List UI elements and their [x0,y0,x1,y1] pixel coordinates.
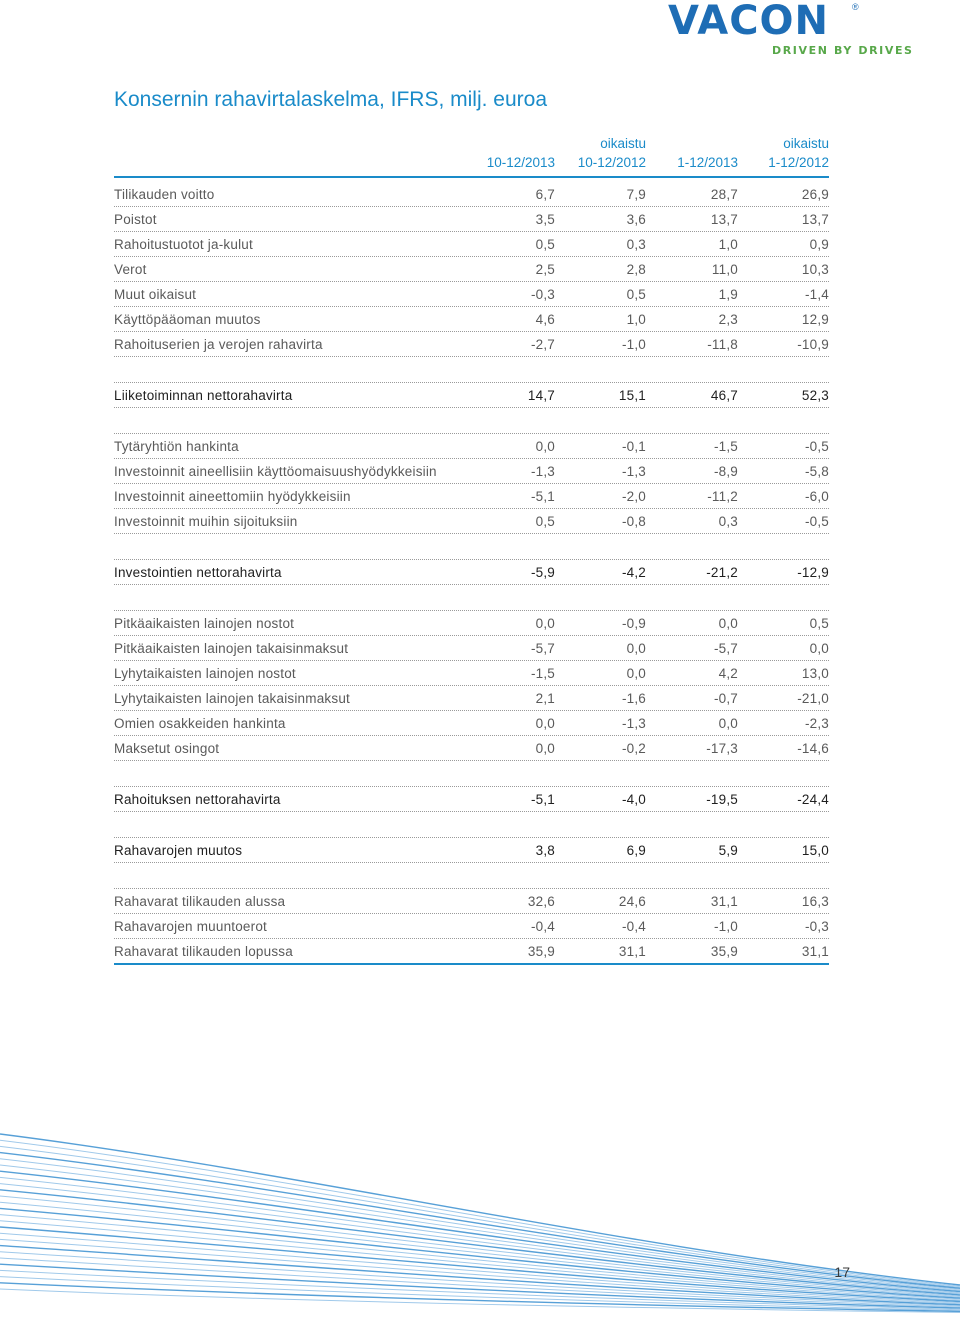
cell-value: 2,8 [626,262,646,277]
cell-value: -1,5 [713,439,738,454]
cell-value: 4,6 [535,312,555,327]
cell-value: -0,4 [621,919,646,934]
table-row [114,611,829,636]
cell-value: -0,3 [804,919,829,934]
column-header-1 [455,134,555,172]
column-header-4 [729,134,829,172]
row-label: Lyhytaikaisten lainojen takaisinmaksut [114,691,350,706]
subtotal-row [114,787,829,812]
cell-value: 28,7 [710,187,738,202]
cell-value: 2,3 [718,312,738,327]
column-period: 10-12/2012 [577,155,646,170]
cell-value: -1,4 [804,287,829,302]
cell-value: 3,5 [535,212,555,227]
cell-value: -0,1 [621,439,646,454]
row-label: Liiketoiminnan nettorahavirta [114,388,293,403]
cell-value: 3,6 [626,212,646,227]
cell-value: -5,1 [530,792,555,807]
cell-value: -0,2 [621,741,646,756]
column-period: 10-12/2013 [486,155,555,170]
row-label: Verot [114,262,147,277]
cell-value: 0,5 [535,237,555,252]
row-label: Maksetut osingot [114,741,220,756]
cell-value: 46,7 [710,388,738,403]
table-row [114,889,829,914]
row-label: Muut oikaisut [114,287,197,302]
spacer-row [114,585,829,611]
cell-value: -5,7 [530,641,555,656]
cell-value: 7,9 [626,187,646,202]
row-label: Investoinnit aineettomiin hyödykkeisiin [114,489,351,504]
row-label: Pitkäaikaisten lainojen nostot [114,616,295,631]
cell-value: 0,0 [718,716,738,731]
spacer-row [114,357,829,383]
cell-value: -8,9 [713,464,738,479]
cell-value: 0,0 [718,616,738,631]
cell-value: -1,3 [621,716,646,731]
cell-value: -0,8 [621,514,646,529]
row-label: Tytäryhtiön hankinta [114,439,239,454]
column-note: oikaistu [600,136,646,151]
subtotal-row [114,383,829,408]
column-header-2 [546,134,646,172]
cell-value: -21,2 [706,565,738,580]
cell-value: 4,2 [718,666,738,681]
cell-value: 0,3 [718,514,738,529]
subtotal-row [114,838,829,863]
cell-value: 15,1 [618,388,646,403]
row-label: Rahavarat tilikauden lopussa [114,944,293,959]
cell-value: -10,9 [797,337,829,352]
cell-value: -14,6 [797,741,829,756]
logo-registered-mark: ® [852,2,859,12]
cell-value: -2,0 [621,489,646,504]
cell-value: -1,6 [621,691,646,706]
cell-value: 5,9 [718,843,738,858]
cell-value: 13,0 [801,666,829,681]
row-label: Rahoituserien ja verojen rahavirta [114,337,323,352]
cell-value: 12,9 [801,312,829,327]
table-row [114,257,829,282]
table-row [114,661,829,686]
table-row [114,207,829,232]
cell-value: 24,6 [618,894,646,909]
vacon-logo [668,0,914,58]
table-row [114,459,829,484]
cell-value: -24,4 [797,792,829,807]
cell-value: -5,1 [530,489,555,504]
row-label: Rahavarojen muutos [114,843,243,858]
spacer-row [114,408,829,434]
cell-value: -1,3 [530,464,555,479]
cell-value: 0,0 [535,616,555,631]
column-period: 1-12/2013 [677,155,738,170]
table-row [114,332,829,357]
table-row [114,484,829,509]
cell-value: 13,7 [710,212,738,227]
table-row [114,182,829,207]
row-label: Rahoitustuotot ja-kulut [114,237,253,252]
cell-value: -5,8 [804,464,829,479]
cell-value: -0,3 [530,287,555,302]
page-title: Konsernin rahavirtalaskelma, IFRS, milj. euroa [114,88,548,111]
table-row [114,711,829,736]
cell-value: -21,0 [797,691,829,706]
row-label: Omien osakkeiden hankinta [114,716,286,731]
cell-value: 0,5 [809,616,829,631]
table-row [114,434,829,459]
cell-value: 31,1 [710,894,738,909]
cell-value: -12,9 [797,565,829,580]
column-header-3 [638,134,738,172]
spacer-row [114,812,829,838]
cell-value: 0,5 [535,514,555,529]
cell-value: 3,8 [535,843,555,858]
cell-value: 0,0 [535,716,555,731]
cell-value: 1,0 [626,312,646,327]
cell-value: 31,1 [801,944,829,959]
cell-value: 0,0 [535,439,555,454]
cell-value: 2,1 [535,691,555,706]
cell-value: -0,5 [804,439,829,454]
cell-value: -0,5 [804,514,829,529]
row-label: Rahoituksen nettorahavirta [114,792,281,807]
column-note [455,134,555,153]
cell-value: -5,7 [713,641,738,656]
cell-value: -1,0 [621,337,646,352]
cell-value: 26,9 [801,187,829,202]
table-row [114,282,829,307]
cell-value: -1,0 [713,919,738,934]
cell-value: 15,0 [801,843,829,858]
cell-value: 0,9 [809,237,829,252]
column-note [638,134,738,153]
table-row [114,736,829,761]
cell-value: 14,7 [527,388,555,403]
table-row [114,307,829,332]
cell-value: -11,8 [707,337,738,352]
cell-value: 13,7 [801,212,829,227]
cell-value: -2,7 [530,337,555,352]
cell-value: -1,3 [621,464,646,479]
cell-value: -1,5 [530,666,555,681]
row-label: Rahavarat tilikauden alussa [114,894,286,909]
cell-value: -4,0 [621,792,646,807]
row-label: Rahavarojen muuntoerot [114,919,267,934]
table-row [114,686,829,711]
cell-value: -17,3 [706,741,738,756]
cell-value: 0,5 [626,287,646,302]
cell-value: 10,3 [801,262,829,277]
row-label: Poistot [114,212,157,227]
cell-value: 16,3 [801,894,829,909]
table-row [114,232,829,257]
cell-value: -11,2 [707,489,738,504]
table-row [114,914,829,939]
spacer-row [114,761,829,787]
row-label: Lyhytaikaisten lainojen nostot [114,666,296,681]
cell-value: 0,0 [809,641,829,656]
cell-value: -0,9 [621,616,646,631]
column-period: 1-12/2012 [768,155,829,170]
cell-value: 35,9 [527,944,555,959]
column-note: oikaistu [783,136,829,151]
table-row [114,636,829,661]
cell-value: -5,9 [530,565,555,580]
cell-value: 11,0 [711,262,738,277]
cell-value: -6,0 [804,489,829,504]
cell-value: 31,1 [618,944,646,959]
subtotal-row [114,560,829,585]
row-label: Investointien nettorahavirta [114,565,282,580]
cell-value: 52,3 [801,388,829,403]
cell-value: 35,9 [710,944,738,959]
spacer-row [114,534,829,560]
cell-value: -2,3 [804,716,829,731]
logo-wordmark: VACON [668,0,830,44]
cell-value: 0,0 [535,741,555,756]
spacer-row [114,863,829,889]
cell-value: 6,9 [626,843,646,858]
cell-value: -0,7 [713,691,738,706]
cell-value: 32,6 [527,894,555,909]
cell-value: 0,3 [626,237,646,252]
wave-line [0,1134,960,1285]
cell-value: 0,0 [626,641,646,656]
cell-value: -0,4 [530,919,555,934]
header-rule [114,176,829,178]
cell-value: 0,0 [626,666,646,681]
logo-tagline: DRIVEN BY DRIVES [772,44,914,57]
cash-flow-table [114,182,829,965]
cell-value: 1,9 [718,287,738,302]
table-row [114,939,829,965]
row-label: Investoinnit aineellisiin käyttöomaisuushyödykkeisiin [114,464,437,479]
row-label: Pitkäaikaisten lainojen takaisinmaksut [114,641,349,656]
table-row [114,509,829,534]
decorative-wave-lines [0,1120,960,1321]
row-label: Tilikauden voitto [114,187,215,202]
page-number: 17 [834,1264,850,1280]
row-label: Käyttöpääoman muutos [114,312,261,327]
cell-value: -4,2 [621,565,646,580]
row-label: Investoinnit muihin sijoituksiin [114,514,298,529]
cell-value: 2,5 [535,262,555,277]
cell-value: 6,7 [535,187,555,202]
cell-value: 1,0 [718,237,738,252]
cell-value: -19,5 [706,792,738,807]
